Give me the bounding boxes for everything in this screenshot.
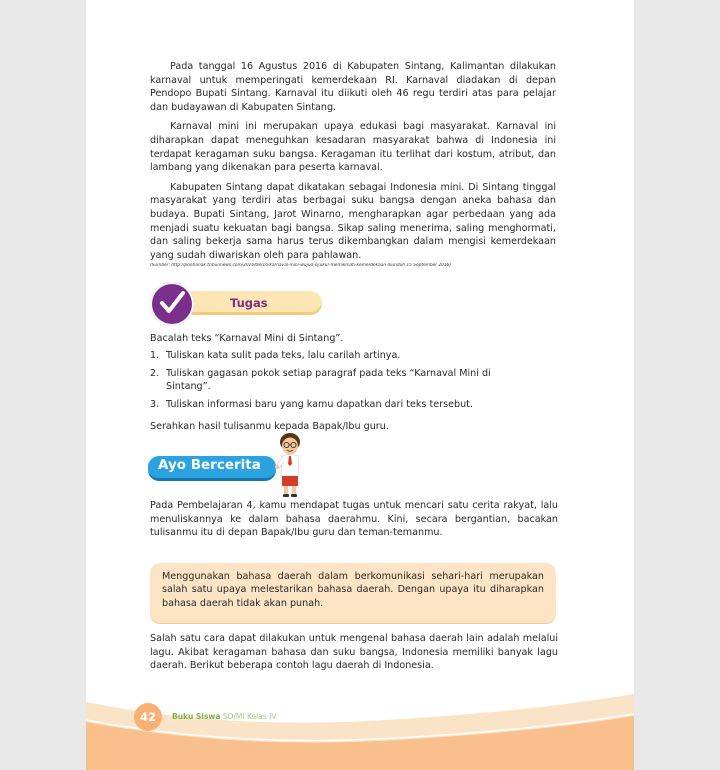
closing-text: Salah satu cara dapat dilakukan untuk mengenal bahasa daerah lain adalah melalui lagu. Akibat keragaman bahasa dan suku bangsa, Indonesia memiliki banyak lagu daerah. Berikut beberapa contoh lagu daerah di Indonesia.: [150, 633, 558, 672]
tugas-item-text: Tuliskan informasi baru yang kamu dapatkan dari teks tersebut.: [166, 399, 473, 410]
tugas-intro: Bacalah teks “Karnaval Mini di Sintang”.: [150, 333, 344, 344]
tugas-item-text: Tuliskan gagasan pokok setiap paragraf pada teks “Karnaval Mini di Sintang”.: [166, 368, 491, 392]
tugas-item: [150, 349, 550, 362]
tugas-item: [150, 398, 550, 411]
footer-book-subtitle: SD/MI Kelas IV: [222, 712, 277, 721]
article-paragraph-1: Pada tanggal 16 Agustus 2016 di Kabupaten Sintang, Kalimantan dilakukan karnaval untuk memperingati kemerdekaan RI. Karnaval diadakan di depan Pendopo Bupati Sintang. Karnaval itu diikuti oleh 46 regu terdiri atas para pelajar dan budayawan di Kabupaten Sintang.: [150, 61, 556, 113]
ayo-bercerita-banner: [148, 456, 276, 481]
article-source: (Sumber: http://pontianak.tribunnews.com/2016/08/16/karnaval-mini-wujud-syukur-memikmati-kemerdekaan diunduh 15 September 2016): [150, 263, 451, 269]
note-box: [150, 563, 556, 623]
tugas-list: [150, 349, 550, 416]
tugas-item-text: Tuliskan kata sulit pada teks, lalu carilah artinya.: [166, 350, 401, 361]
ayo-bercerita-title: Ayo Bercerita: [158, 457, 261, 473]
page-number: 42: [134, 703, 162, 731]
tugas-item-number: 1.: [150, 350, 160, 361]
ayo-bercerita-text: Pada Pembelajaran 4, kamu mendapat tugas untuk mencari satu cerita rakyat, lalu menuliskannya ke dalam bahasa daerahmu. Kini, secara bergantian, bacakan tulisanmu itu di depan Bapak/Ibu guru dan teman-temanmu.: [150, 500, 558, 539]
ayo-bercerita-header: [148, 432, 328, 498]
footer-book-title: [172, 712, 276, 721]
tugas-item-number: 2.: [150, 368, 160, 379]
tugas-title: Tugas: [230, 296, 268, 310]
tugas-outro: Serahkan hasil tulisanmu kepada Bapak/Ibu guru.: [150, 421, 389, 432]
footer-wave: [86, 690, 634, 770]
note-text: Menggunakan bahasa daerah dalam berkomunikasi sehari-hari merupakan salah satu upaya melestarikan bahasa daerah. Dengan upaya itu diharapkan bahasa daerah tidak akan punah.: [162, 571, 544, 609]
book-page: [86, 0, 634, 770]
tugas-item: [150, 367, 526, 393]
tugas-item-number: 3.: [150, 399, 160, 410]
article-body: [150, 60, 556, 269]
checkmark-icon: [150, 282, 194, 326]
article-paragraph-2: Karnaval mini ini merupakan upaya edukasi bagi masyarakat. Karnaval ini diharapkan dapat meneguhkan kesadaran masyarakat bahwa di Indonesia ini terdapat keragaman suku bangsa. Keragaman itu terlihat dari kostum, atribut, dan lambang yang dikenakan para peserta karnaval.: [150, 121, 556, 174]
article-paragraph-3: Kabupaten Sintang dapat dikatakan sebagai Indonesia mini. Di Sintang tinggal masyarakat yang terdiri atas berbagai suku bangsa dengan aneka bahasa dan budaya. Bupati Sintang, Jarot Winarno, mengharapkan agar perbedaan yang ada menjadi suatu kekuatan bagi bangsa. Sikap saling menerima, saling menghormati, dan saling bekerja sama harus terus dikembangkan dalam mengisi kemerdekaan yang sudah diwariskan oleh para pahlawan.: [150, 181, 556, 261]
footer-book-title-main: Buku Siswa: [172, 712, 221, 721]
ayo-bercerita-text-block: [150, 499, 558, 540]
closing-text-block: [150, 632, 558, 673]
boy-illustration-icon: [274, 432, 310, 498]
tugas-header: [150, 282, 330, 326]
